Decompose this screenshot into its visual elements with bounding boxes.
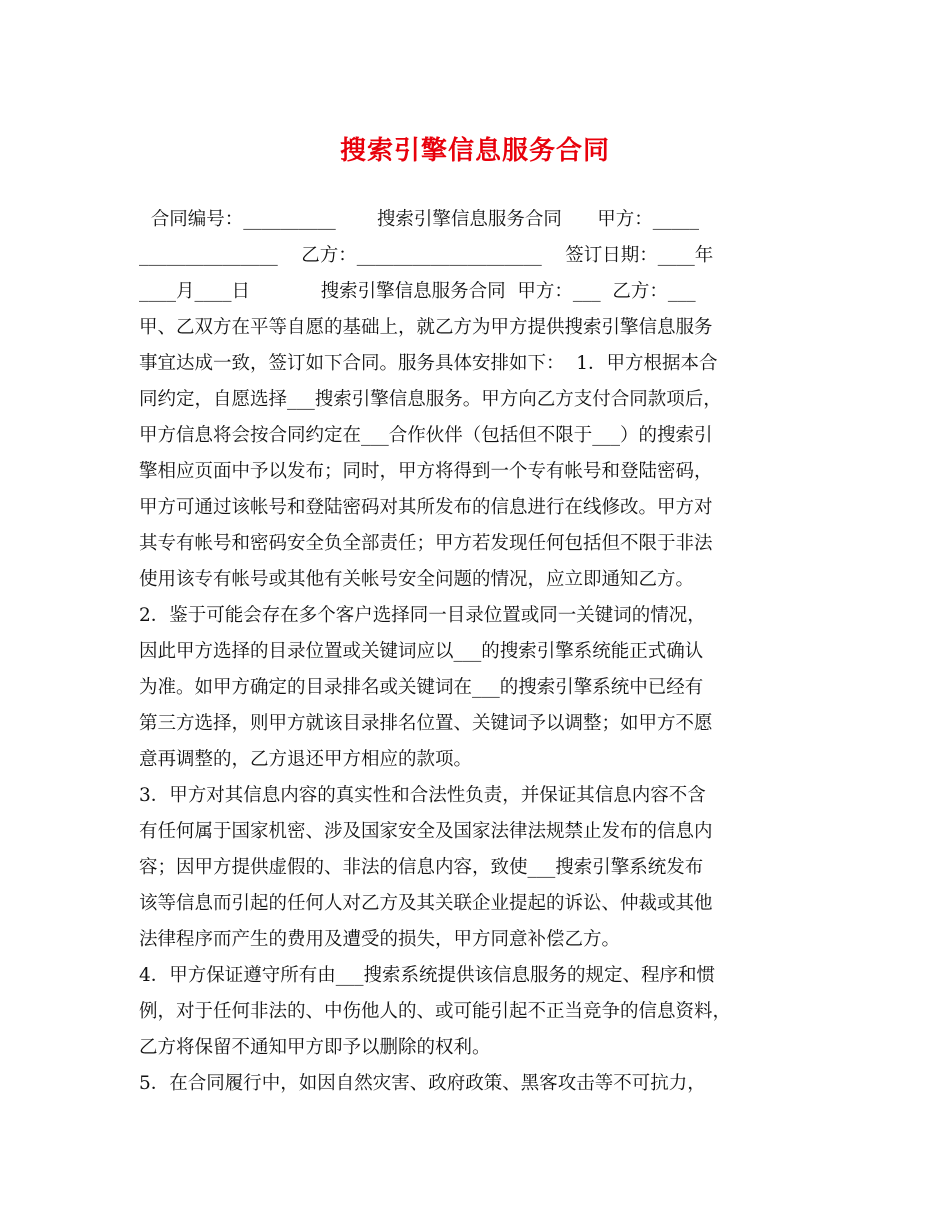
body-line: 4．甲方保证遵守所有由___搜索系统提供该信息服务的规定、程序和惯	[139, 965, 716, 986]
body-line: 同约定，自愿选择___搜索引擎信息服务。甲方向乙方支付合同款项后，	[139, 389, 722, 410]
body-line: 为准。如甲方确定的目录排名或关键词在___的搜索引擎系统中已经有	[139, 677, 704, 698]
body-line: 其专有帐号和密码安全负全部责任；甲方若发现任何包括但不限于非法	[139, 533, 713, 554]
body-line: 5．在合同履行中，如因自然灾害、政府政策、黑客攻击等不可抗力，	[139, 1073, 706, 1094]
contract-body	[139, 202, 819, 1102]
body-line: 合同编号：__________ 搜索引擎信息服务合同 甲方：_____	[139, 209, 699, 230]
body-line: 因此甲方选择的目录位置或关键词应以___的搜索引擎系统能正式确认	[139, 641, 704, 662]
body-line: 3．甲方对其信息内容的真实性和合法性负责，并保证其信息内容不含	[139, 785, 706, 806]
body-line: ____月____日 搜索引擎信息服务合同 甲方：___ 乙方：___	[139, 281, 696, 302]
body-line: 甲方信息将会按合同约定在___合作伙伴（包括但不限于___）的搜索引	[139, 425, 713, 446]
body-line: 有任何属于国家机密、涉及国家安全及国家法律法规禁止发布的信息内	[139, 821, 713, 842]
body-line: 甲、乙双方在平等自愿的基础上，就乙方为甲方提供搜索引擎信息服务	[139, 317, 713, 338]
body-line: 例，对于任何非法的、中伤他人的、或可能引起不正当竞争的信息资料，	[139, 1001, 732, 1022]
body-line: 第三方选择，则甲方就该目录排名位置、关键词予以调整；如甲方不愿	[139, 713, 713, 734]
body-line: 事宜达成一致，签订如下合同。服务具体安排如下： 1．甲方根据本合	[139, 353, 718, 374]
document-title: 搜索引擎信息服务合同	[339, 136, 610, 166]
body-line: 乙方将保留不通知甲方即予以删除的权利。	[139, 1037, 491, 1058]
body-line: 甲方可通过该帐号和登陆密码对其所发布的信息进行在线修改。甲方对	[139, 497, 713, 518]
body-line: 该等信息而引起的任何人对乙方及其关联企业提起的诉讼、仲裁或其他	[139, 893, 713, 914]
body-line: _______________ 乙方：____________________ 签订日期：____年	[139, 245, 714, 266]
body-line: 容；因甲方提供虚假的、非法的信息内容，致使___搜索引擎系统发布	[139, 857, 704, 878]
body-line: 擎相应页面中予以发布；同时，甲方将得到一个专有帐号和登陆密码，	[139, 461, 713, 482]
body-line: 使用该专有帐号或其他有关帐号安全问题的情况，应立即通知乙方。	[139, 569, 695, 590]
body-line: 法律程序而产生的费用及遭受的损失，甲方同意补偿乙方。	[139, 929, 621, 950]
body-line: 2．鉴于可能会存在多个客户选择同一目录位置或同一关键词的情况，	[139, 605, 706, 626]
body-line: 意再调整的，乙方退还甲方相应的款项。	[139, 749, 473, 770]
